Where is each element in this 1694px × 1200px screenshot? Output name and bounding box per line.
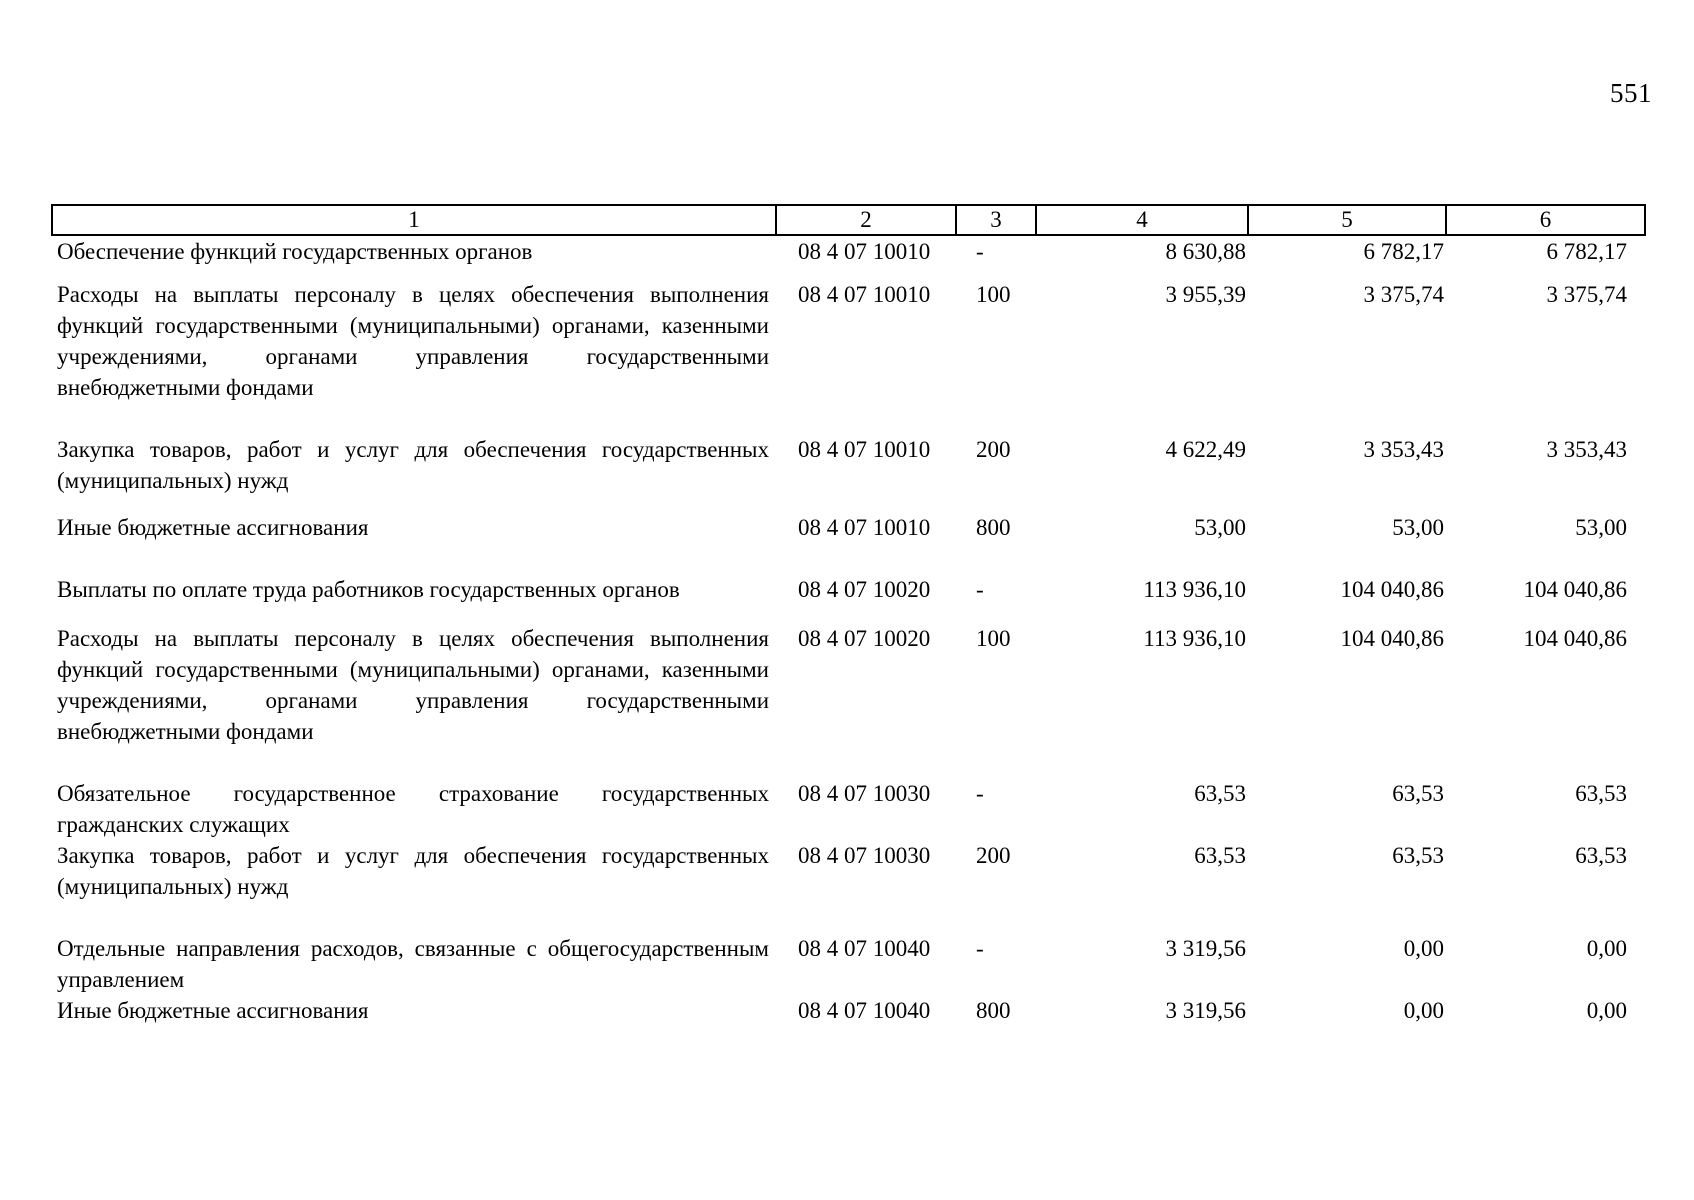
row-code: 08 4 07 10010 <box>798 239 931 264</box>
row-value-5: 104 040,86 <box>1340 626 1444 651</box>
row-name: Расходы на выплаты персоналу в целях обеспечения выполнения функций государственными (муниципальными) органами, казенными учреждениями, органами управления государственными внебюджетными фондами <box>57 282 769 400</box>
row-name: Расходы на выплаты персоналу в целях обеспечения выполнения функций государственными (муниципальными) органами, казенными учреждениями, органами управления государственными внебюджетными фондами <box>57 626 769 744</box>
row-value-6: 0,00 <box>1586 936 1627 961</box>
row-type: 100 <box>976 626 1011 651</box>
row-code: 08 4 07 10040 <box>798 998 931 1023</box>
row-name: Отдельные направления расходов, связанные с общегосударственным управлением <box>57 936 769 992</box>
row-name: Иные бюджетные ассигнования <box>57 998 369 1023</box>
row-code: 08 4 07 10030 <box>798 781 931 806</box>
table-row <box>52 995 1645 1029</box>
row-type: - <box>976 936 984 961</box>
row-type: - <box>976 577 984 602</box>
row-value-4: 53,00 <box>1194 515 1246 540</box>
column-header-6: 6 <box>1446 205 1645 235</box>
row-value-4: 113 936,10 <box>1143 577 1246 602</box>
row-value-5: 6 782,17 <box>1363 239 1444 264</box>
row-value-5: 3 353,43 <box>1363 437 1444 462</box>
row-value-6: 104 040,86 <box>1523 577 1627 602</box>
row-value-5: 104 040,86 <box>1340 577 1444 602</box>
row-value-4: 4 622,49 <box>1165 437 1246 462</box>
row-code: 08 4 07 10010 <box>798 437 931 462</box>
table-row <box>52 279 1645 434</box>
column-header-1: 1 <box>52 205 776 235</box>
row-value-4: 8 630,88 <box>1165 239 1246 264</box>
table-row <box>52 434 1645 512</box>
row-value-5: 63,53 <box>1392 843 1444 868</box>
column-header-4: 4 <box>1036 205 1248 235</box>
row-value-6: 6 782,17 <box>1546 239 1627 264</box>
row-value-4: 3 319,56 <box>1165 936 1246 961</box>
budget-table <box>51 204 1646 1029</box>
row-code: 08 4 07 10030 <box>798 843 931 868</box>
table-row <box>52 623 1645 778</box>
row-name: Иные бюджетные ассигнования <box>57 515 369 540</box>
row-value-5: 53,00 <box>1392 515 1444 540</box>
row-name: Обязательное государственное страхование государственных гражданских служащих <box>57 781 769 837</box>
row-code: 08 4 07 10020 <box>798 577 931 602</box>
row-type: 100 <box>976 282 1011 307</box>
table-row <box>52 778 1645 840</box>
table-row <box>52 574 1645 623</box>
row-value-4: 63,53 <box>1194 843 1246 868</box>
row-value-4: 113 936,10 <box>1143 626 1246 651</box>
row-name: Закупка товаров, работ и услуг для обеспечения государственных (муниципальных) нужд <box>57 843 769 899</box>
header-row <box>52 205 1645 235</box>
row-value-6: 3 375,74 <box>1546 282 1627 307</box>
row-value-6: 63,53 <box>1575 781 1627 806</box>
row-value-6: 104 040,86 <box>1523 626 1627 651</box>
row-type: - <box>976 781 984 806</box>
row-name: Выплаты по оплате труда работников государственных органов <box>57 577 680 602</box>
row-value-6: 3 353,43 <box>1546 437 1627 462</box>
row-value-5: 0,00 <box>1403 998 1444 1023</box>
row-value-6: 63,53 <box>1575 843 1627 868</box>
row-value-4: 3 955,39 <box>1165 282 1246 307</box>
row-type: 200 <box>976 843 1011 868</box>
row-type: - <box>976 239 984 264</box>
row-value-5: 63,53 <box>1392 781 1444 806</box>
row-value-4: 3 319,56 <box>1165 998 1246 1023</box>
row-code: 08 4 07 10040 <box>798 936 931 961</box>
column-header-2: 2 <box>776 205 956 235</box>
row-code: 08 4 07 10010 <box>798 515 931 540</box>
row-name: Обеспечение функций государственных органов <box>57 239 533 264</box>
row-type: 800 <box>976 998 1011 1023</box>
row-type: 200 <box>976 437 1011 462</box>
row-name: Закупка товаров, работ и услуг для обеспечения государственных (муниципальных) нужд <box>57 437 769 493</box>
row-type: 800 <box>976 515 1011 540</box>
row-value-6: 0,00 <box>1586 998 1627 1023</box>
column-header-5: 5 <box>1248 205 1446 235</box>
table-row <box>52 840 1645 933</box>
table-row <box>52 512 1645 574</box>
table-row <box>52 933 1645 995</box>
row-value-5: 3 375,74 <box>1363 282 1444 307</box>
row-code: 08 4 07 10020 <box>798 626 931 651</box>
row-value-6: 53,00 <box>1575 515 1627 540</box>
table-row <box>52 235 1645 279</box>
row-value-5: 0,00 <box>1403 936 1444 961</box>
row-code: 08 4 07 10010 <box>798 282 931 307</box>
column-header-3: 3 <box>956 205 1036 235</box>
page-number: 551 <box>1610 78 1652 108</box>
row-value-4: 63,53 <box>1194 781 1246 806</box>
